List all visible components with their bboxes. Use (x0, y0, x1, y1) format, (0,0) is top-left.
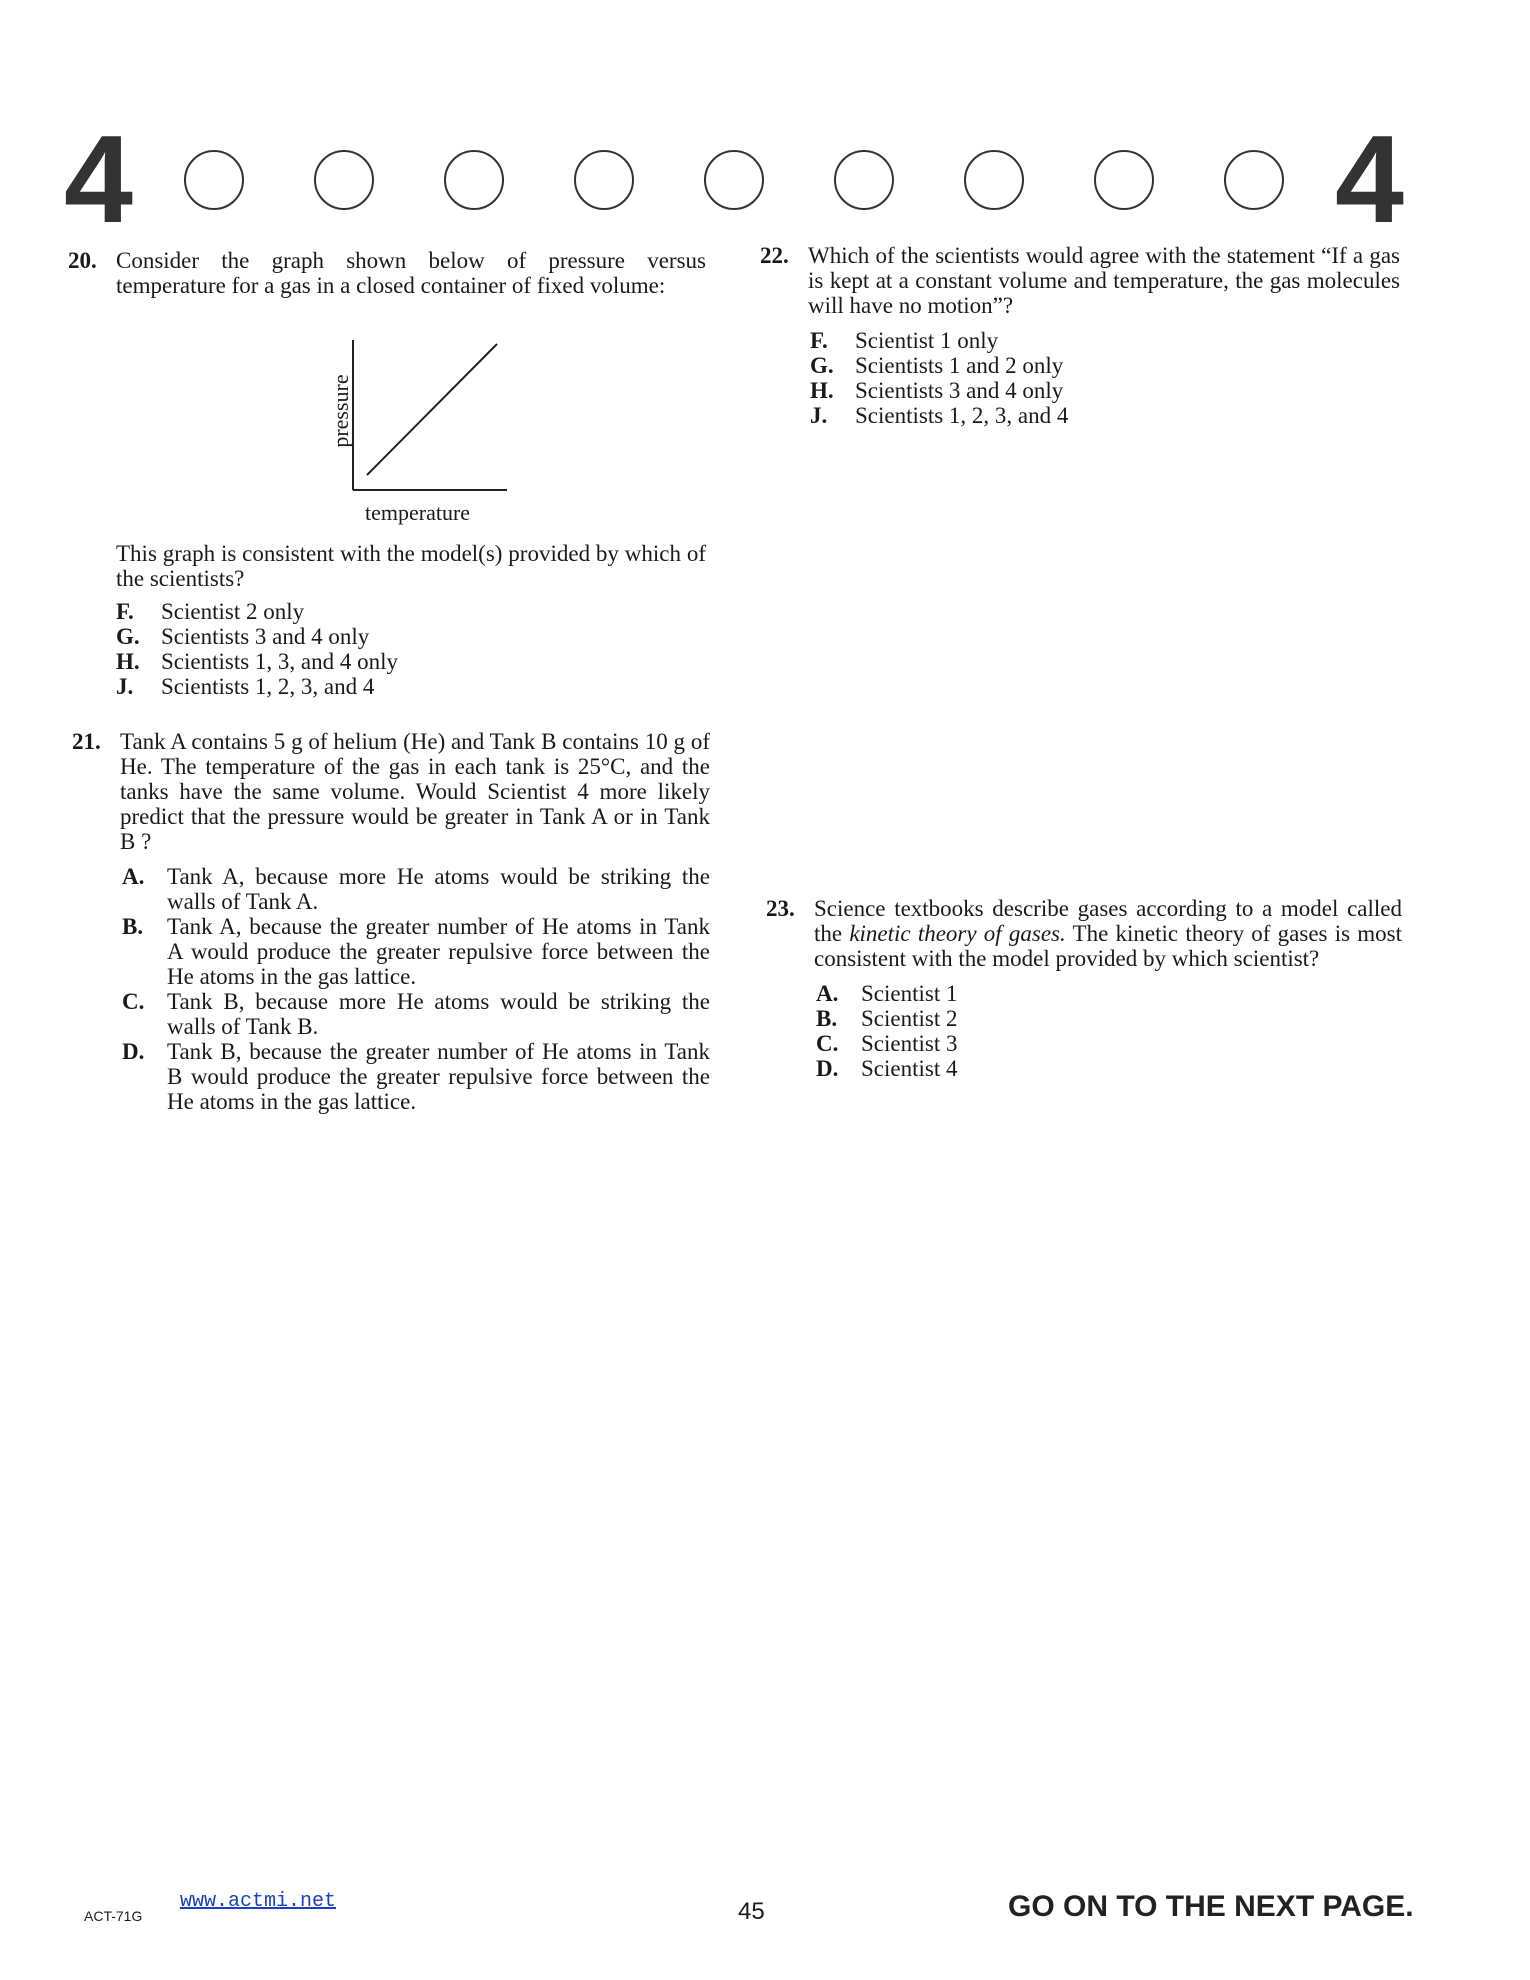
choice-letter: F. (116, 599, 134, 624)
choice-text: Scientist 4 (861, 1056, 958, 1081)
header-circle (834, 150, 894, 210)
question-21 (72, 729, 710, 1114)
choice-letter: H. (116, 649, 140, 674)
choice-letter: A. (122, 864, 145, 889)
answer-choices (816, 981, 1402, 1081)
choice-letter: F. (810, 328, 828, 353)
answer-choice-h[interactable] (116, 649, 706, 674)
answer-choice-d[interactable] (122, 1039, 710, 1114)
choice-text: Scientist 2 only (161, 599, 305, 624)
question-text: Which of the scientists would agree with the statement “If a gas is kept at a constant volume and temperature, the gas molecules will have no motion”? (808, 243, 1400, 318)
choice-text: Tank A, because the greater number of He atoms in Tank A would produce the greater repulsive force between the He atoms in the gas lattice. (167, 914, 710, 989)
header-circle (444, 150, 504, 210)
question-text (814, 896, 1402, 971)
question-20 (68, 248, 706, 298)
choice-text: Scientists 3 and 4 only (855, 378, 1064, 403)
answer-choices (116, 599, 706, 699)
next-page-instruction: GO ON TO THE NEXT PAGE. (1008, 1890, 1414, 1923)
answer-choices (810, 328, 1400, 428)
answer-choice-a[interactable] (122, 864, 710, 914)
question-text-italic: kinetic theory of gases. (849, 921, 1066, 946)
question-text: Consider the graph shown below of pressure versus temperature for a gas in a closed container of fixed volume: (116, 248, 706, 298)
answer-choice-b[interactable] (816, 1006, 1402, 1031)
choice-text: Scientist 3 (861, 1031, 958, 1056)
section-number-left: 4 (64, 111, 133, 249)
header-circle (964, 150, 1024, 210)
choice-text: Scientists 1, 2, 3, and 4 (855, 403, 1069, 428)
answer-choices (122, 864, 710, 1114)
x-axis-label: temperature (365, 500, 471, 525)
question-23 (766, 896, 1402, 1081)
header-circle (574, 150, 634, 210)
choice-letter: G. (810, 353, 834, 378)
answer-choice-c[interactable] (816, 1031, 1402, 1056)
answer-choice-a[interactable] (816, 981, 1402, 1006)
choice-letter: G. (116, 624, 140, 649)
header-circle (1224, 150, 1284, 210)
question-text-part: The kinetic theory of gases is most consistent with the model provided by which scientist? (814, 921, 1402, 971)
choice-text: Scientist 2 (861, 1006, 958, 1031)
page-number: 45 (738, 1898, 765, 1925)
choice-letter: C. (816, 1031, 839, 1056)
question-number: 22. (760, 243, 789, 268)
answer-choice-j[interactable] (810, 403, 1400, 428)
question-number: 20. (68, 248, 97, 273)
header-circle (184, 150, 244, 210)
answer-choice-g[interactable] (810, 353, 1400, 378)
answer-choice-f[interactable] (810, 328, 1400, 353)
header-circle (1094, 150, 1154, 210)
question-20-followup (68, 541, 706, 699)
choice-letter: H. (810, 378, 834, 403)
choice-letter: A. (816, 981, 839, 1006)
choice-letter: D. (122, 1039, 145, 1064)
choice-letter: J. (810, 403, 828, 428)
choice-letter: B. (816, 1006, 838, 1031)
question-text: Tank A contains 5 g of helium (He) and Tank B contains 10 g of He. The temperature of the gas in each tank is 25°C, and the tanks have the same volume. Would Scientist 4 more likely predict that the pressure would be greater in Tank A or in Tank B ? (120, 729, 710, 854)
section-header (64, 111, 1404, 249)
answer-choice-c[interactable] (122, 989, 710, 1039)
choice-letter: C. (122, 989, 145, 1014)
choice-letter: B. (122, 914, 144, 939)
form-code: ACT-71G (84, 1908, 143, 1924)
choice-text: Scientist 1 only (855, 328, 999, 353)
section-number-right: 4 (1335, 111, 1404, 249)
answer-choice-b[interactable] (122, 914, 710, 989)
choice-text: Tank A, because more He atoms would be striking the walls of Tank A. (167, 864, 710, 914)
choice-text: Tank B, because more He atoms would be striking the walls of Tank B. (167, 989, 710, 1039)
question-22 (760, 243, 1400, 428)
question-text-part: Science textbooks describe gases according to a model called the (814, 896, 1402, 946)
choice-text: Scientists 1 and 2 only (855, 353, 1064, 378)
data-line (367, 344, 497, 475)
choice-letter: D. (816, 1056, 839, 1081)
choice-text: Tank B, because the greater number of He atoms in Tank B would produce the greater repulsive force between the He atoms in the gas lattice. (167, 1039, 710, 1114)
choice-text: Scientist 1 (861, 981, 958, 1006)
choice-text: Scientists 1, 3, and 4 only (161, 649, 399, 674)
question-text: This graph is consistent with the model(s) provided by which of the scientists? (116, 541, 706, 591)
choice-letter: J. (116, 674, 134, 699)
answer-choice-f[interactable] (116, 599, 706, 624)
choice-text: Scientists 3 and 4 only (161, 624, 370, 649)
header-circle (704, 150, 764, 210)
pressure-temperature-graph (305, 330, 535, 530)
header-circle (314, 150, 374, 210)
answer-choice-d[interactable] (816, 1056, 1402, 1081)
website-link[interactable]: www.actmi.net (180, 1890, 337, 1913)
question-number: 23. (766, 896, 795, 921)
answer-choice-h[interactable] (810, 378, 1400, 403)
question-number: 21. (72, 729, 101, 754)
answer-choice-g[interactable] (116, 624, 706, 649)
choice-text: Scientists 1, 2, 3, and 4 (161, 674, 375, 699)
answer-choice-j[interactable] (116, 674, 706, 699)
y-axis-label: pressure (328, 374, 353, 448)
